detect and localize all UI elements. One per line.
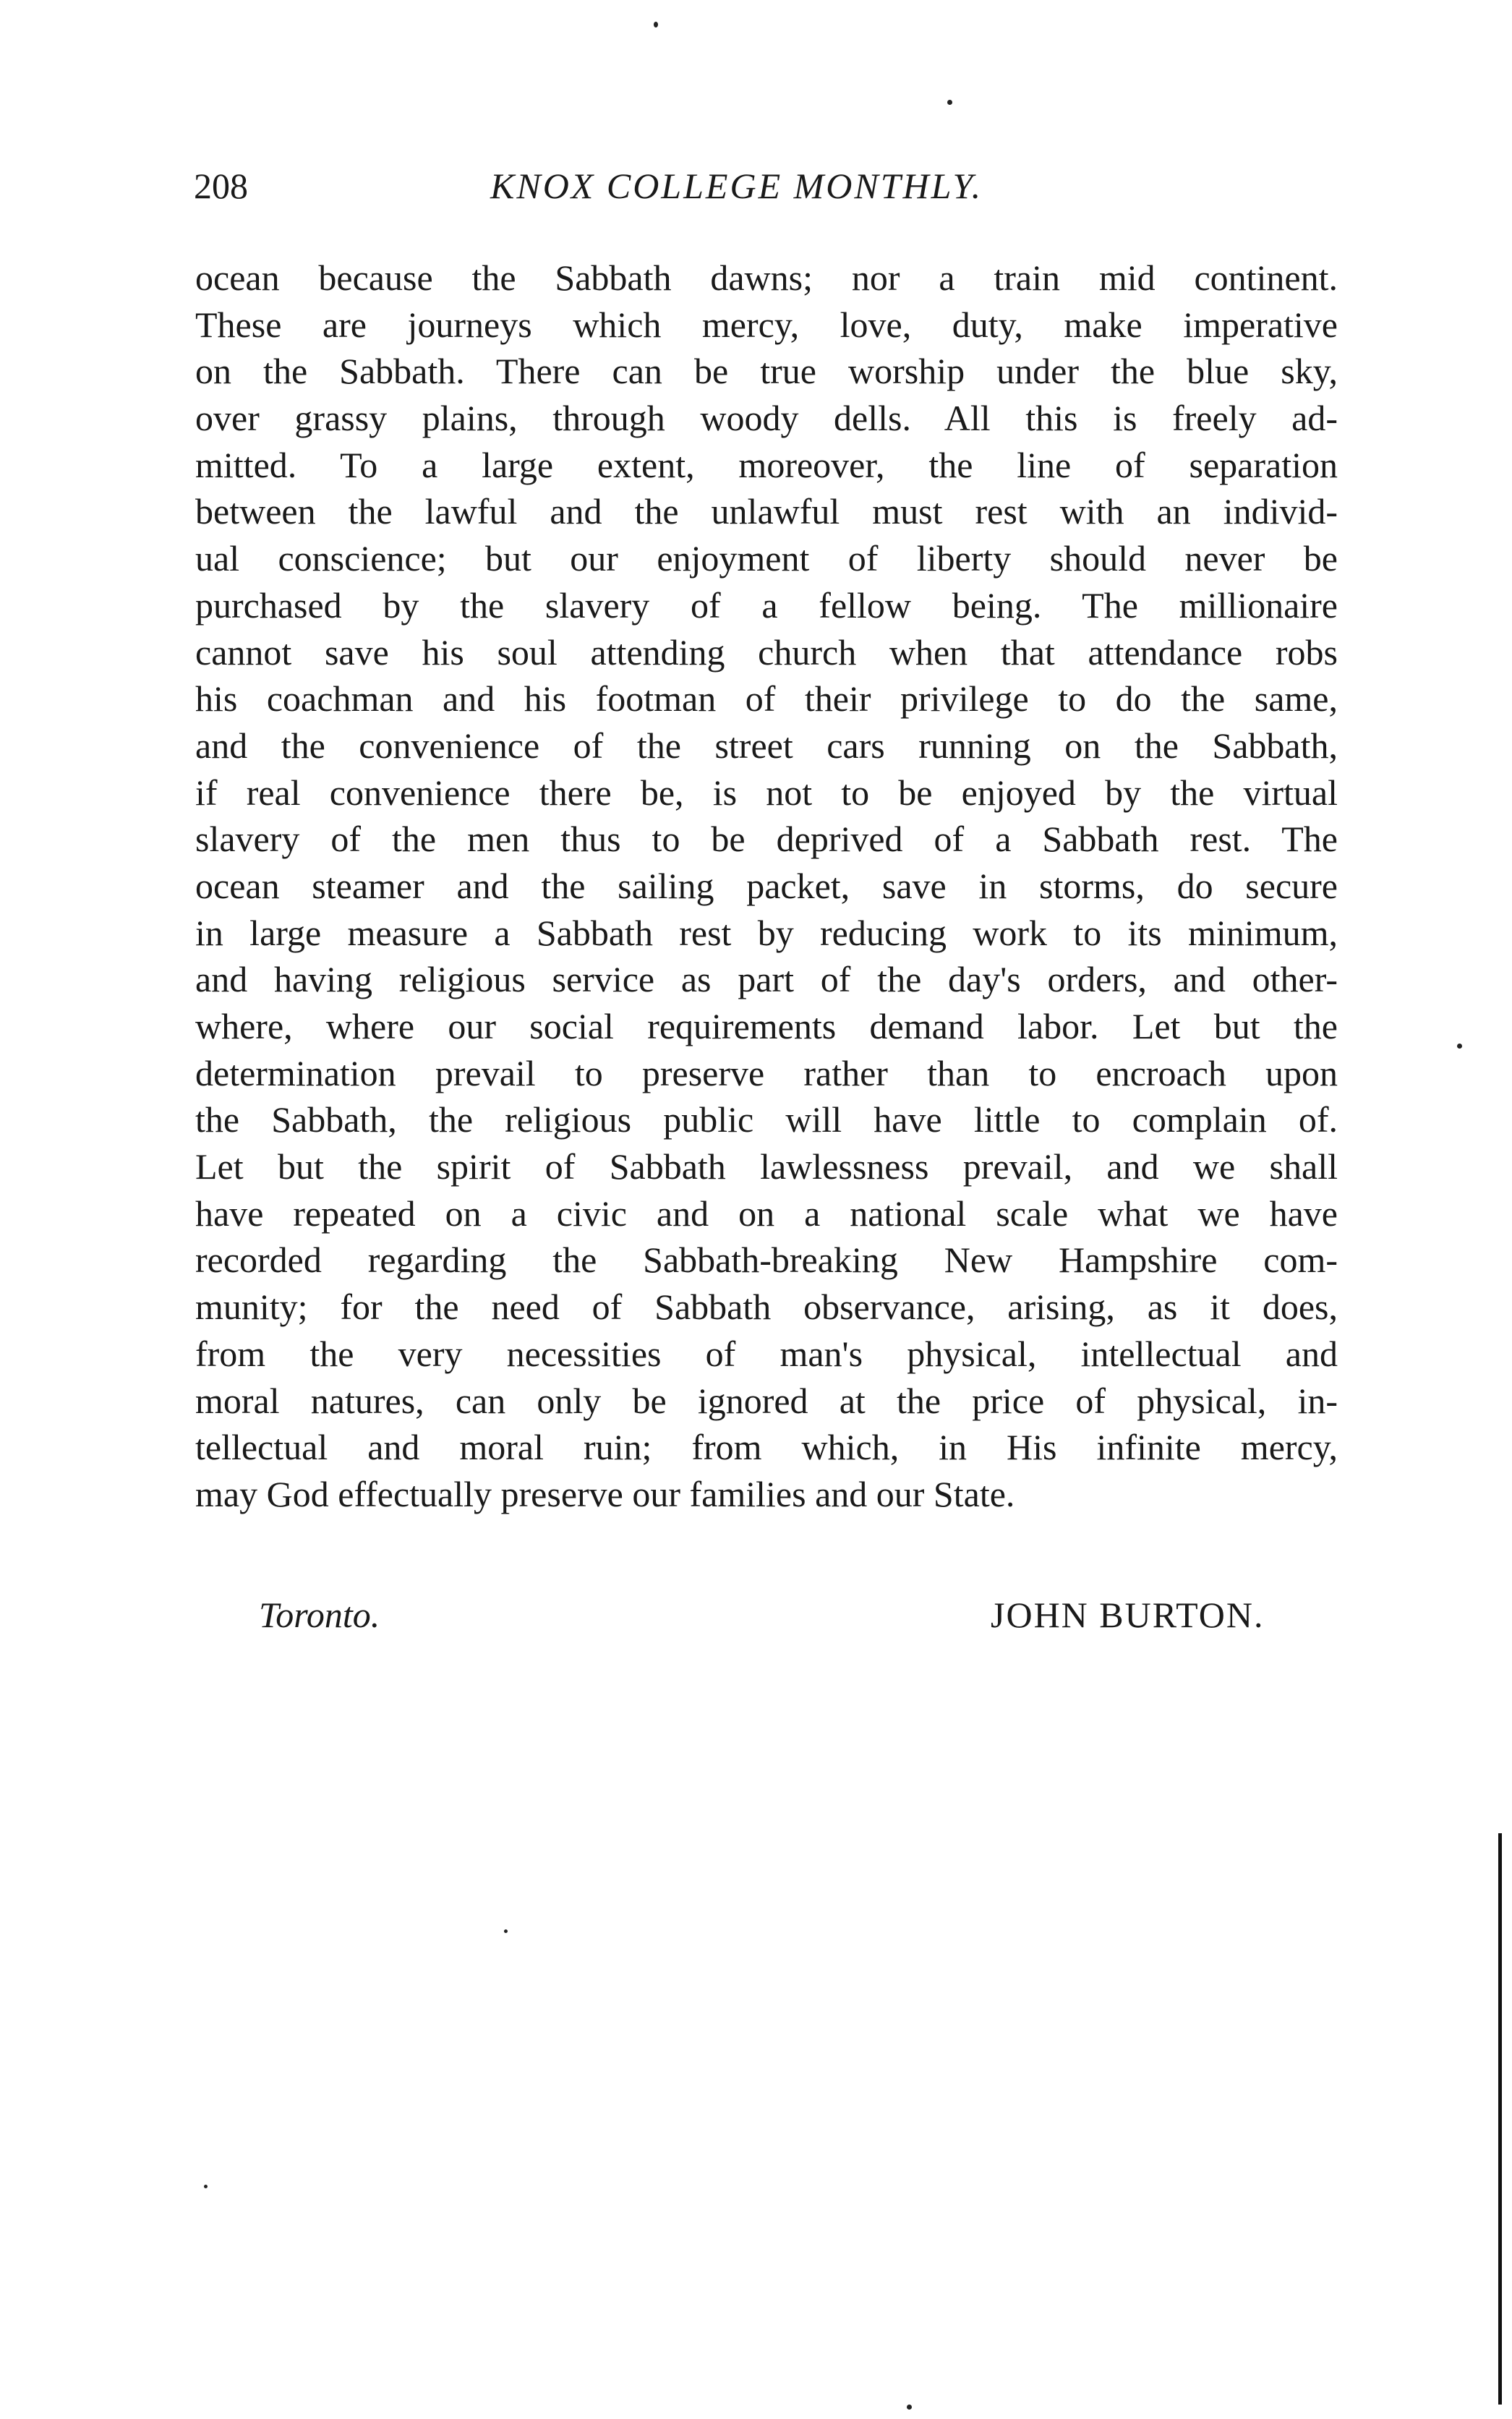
text-line: from the very necessities of man's physical, intellectual and <box>195 1333 1338 1374</box>
text-line: moral natures, can only be ignored at the price of physical, in- <box>195 1380 1338 1421</box>
text-line: determination prevail to preserve rather than to encroach upon <box>195 1052 1338 1093</box>
scan-speck <box>204 2185 208 2188</box>
text-line: purchased by the slavery of a fellow being. The millionaire <box>195 584 1338 626</box>
text-line: in large measure a Sabbath rest by reducing work to its minimum, <box>195 912 1338 953</box>
text-line: recorded regarding the Sabbath-breaking New Hampshire com- <box>195 1240 1338 1281</box>
scan-speck <box>654 22 658 27</box>
text-line: and having religious service as part of the day's orders, and other- <box>195 959 1338 1000</box>
scan-speck <box>907 2405 912 2410</box>
signature-place: Toronto. <box>259 1595 380 1635</box>
signature-author: JOHN BURTON. <box>991 1595 1265 1635</box>
text-line: if real convenience there be, is not to be enjoyed by the virtual <box>195 772 1338 813</box>
text-line: and the convenience of the street cars running on the Sabbath, <box>195 725 1338 766</box>
text-line: tellectual and moral ruin; from which, in His infinite mercy, <box>195 1427 1338 1468</box>
text-line: Let but the spirit of Sabbath lawlessness prevail, and we shall <box>195 1146 1338 1187</box>
page-number: 208 <box>194 166 248 206</box>
text-line: slavery of the men thus to be deprived of a Sabbath rest. The <box>195 819 1338 860</box>
scan-speck <box>1457 1044 1462 1049</box>
signature-block <box>195 1590 1338 1640</box>
text-line: munity; for the need of Sabbath observance, arising, as it does, <box>195 1287 1338 1328</box>
text-line: ocean steamer and the sailing packet, save in storms, do secure <box>195 865 1338 906</box>
text-line: ual conscience; but our enjoyment of liberty should never be <box>195 538 1338 579</box>
page-header <box>194 161 1336 211</box>
text-line: his coachman and his footman of their privilege to do the same, <box>195 678 1338 720</box>
text-line: These are journeys which mercy, love, duty, make imperative <box>195 304 1338 345</box>
text-line: where, where our social requirements demand labor. Let but the <box>195 1006 1338 1046</box>
article-body <box>195 255 1338 1518</box>
text-line: between the lawful and the unlawful must rest with an individ- <box>195 491 1338 532</box>
text-line: on the Sabbath. There can be true worship under the blue sky, <box>195 351 1338 392</box>
text-line: mitted. To a large extent, moreover, the line of separation <box>195 444 1338 485</box>
scan-speck <box>947 100 952 105</box>
text-line: ocean because the Sabbath dawns; nor a train mid continent. <box>195 257 1338 298</box>
text-line: have repeated on a civic and on a national scale what we have <box>195 1193 1338 1234</box>
scan-speck <box>504 1929 508 1933</box>
text-line: over grassy plains, through woody dells. All this is freely ad- <box>195 398 1338 439</box>
running-head: KNOX COLLEGE MONTHLY. <box>490 166 983 206</box>
text-line: may God effectually preserve our families and our State. <box>195 1473 1015 1514</box>
text-line: the Sabbath, the religious public will have little to complain of. <box>195 1099 1338 1140</box>
page-edge-rule <box>1498 1833 1502 2405</box>
text-line: cannot save his soul attending church when that attendance robs <box>195 631 1338 673</box>
